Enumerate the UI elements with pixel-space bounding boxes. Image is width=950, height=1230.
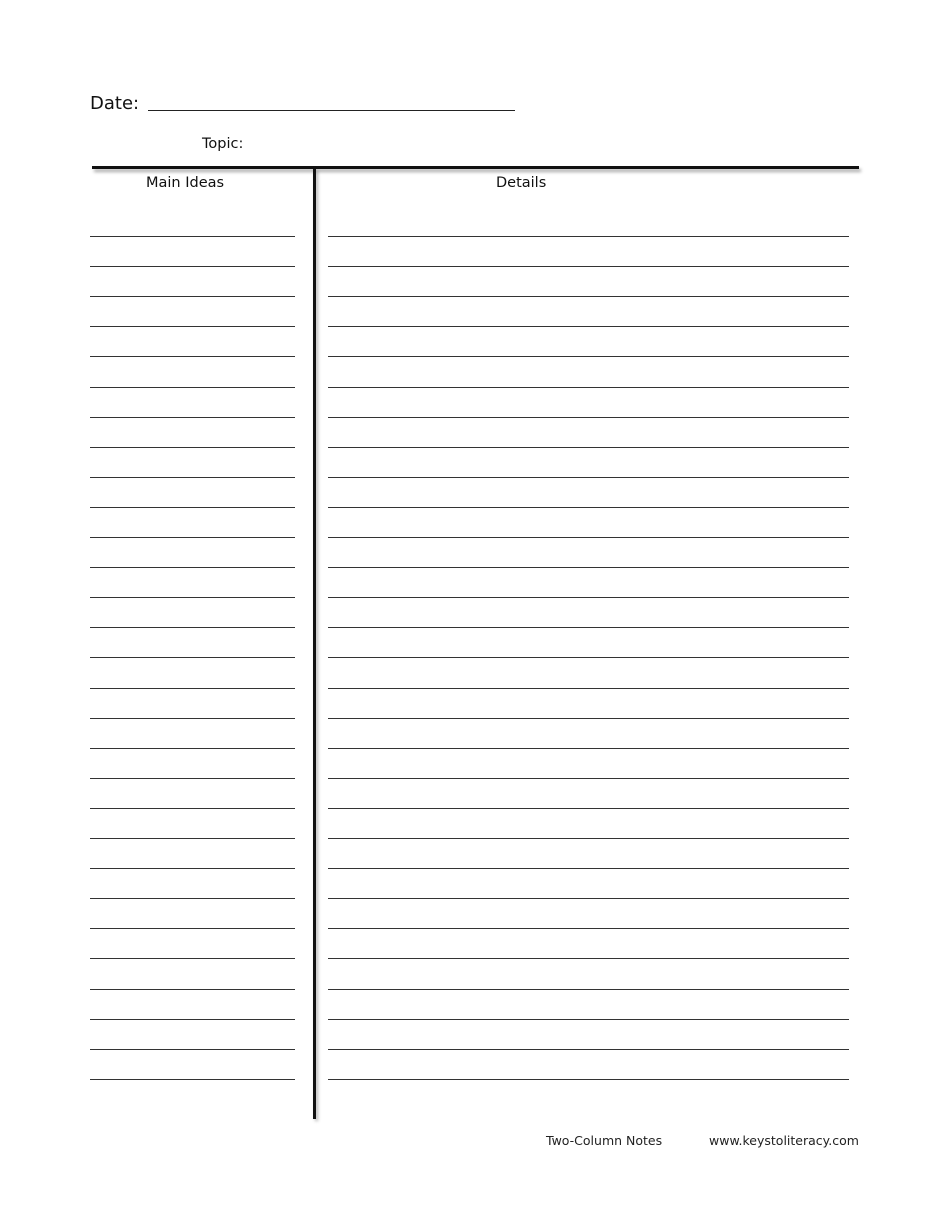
main-ideas-line[interactable] bbox=[90, 1049, 295, 1050]
details-line[interactable] bbox=[328, 1019, 849, 1020]
details-line[interactable] bbox=[328, 928, 849, 929]
details-line[interactable] bbox=[328, 296, 849, 297]
column-divider bbox=[313, 169, 316, 1119]
details-line[interactable] bbox=[328, 477, 849, 478]
main-ideas-line[interactable] bbox=[90, 597, 295, 598]
details-line[interactable] bbox=[328, 989, 849, 990]
main-ideas-line[interactable] bbox=[90, 718, 295, 719]
details-line[interactable] bbox=[328, 537, 849, 538]
date-label: Date: bbox=[90, 93, 140, 114]
details-line[interactable] bbox=[328, 657, 849, 658]
main-ideas-line[interactable] bbox=[90, 868, 295, 869]
details-line[interactable] bbox=[328, 718, 849, 719]
main-ideas-line[interactable] bbox=[90, 537, 295, 538]
details-line[interactable] bbox=[328, 387, 849, 388]
details-line[interactable] bbox=[328, 236, 849, 237]
main-ideas-line[interactable] bbox=[90, 417, 295, 418]
details-line[interactable] bbox=[328, 1079, 849, 1080]
main-ideas-line[interactable] bbox=[90, 296, 295, 297]
main-ideas-line[interactable] bbox=[90, 989, 295, 990]
main-ideas-line[interactable] bbox=[90, 1019, 295, 1020]
main-ideas-line[interactable] bbox=[90, 778, 295, 779]
topic-label: Topic: bbox=[202, 136, 244, 152]
details-line[interactable] bbox=[328, 417, 849, 418]
main-ideas-line[interactable] bbox=[90, 928, 295, 929]
details-line[interactable] bbox=[328, 597, 849, 598]
details-line[interactable] bbox=[328, 326, 849, 327]
details-line[interactable] bbox=[328, 748, 849, 749]
details-line[interactable] bbox=[328, 627, 849, 628]
details-line[interactable] bbox=[328, 356, 849, 357]
main-ideas-line[interactable] bbox=[90, 748, 295, 749]
details-line[interactable] bbox=[328, 958, 849, 959]
details-line[interactable] bbox=[328, 898, 849, 899]
main-ideas-line[interactable] bbox=[90, 356, 295, 357]
details-line[interactable] bbox=[328, 808, 849, 809]
main-ideas-line[interactable] bbox=[90, 266, 295, 267]
main-ideas-line[interactable] bbox=[90, 477, 295, 478]
main-ideas-line[interactable] bbox=[90, 447, 295, 448]
details-line[interactable] bbox=[328, 688, 849, 689]
details-line[interactable] bbox=[328, 868, 849, 869]
details-line[interactable] bbox=[328, 507, 849, 508]
main-ideas-line[interactable] bbox=[90, 326, 295, 327]
details-heading: Details bbox=[496, 175, 547, 191]
main-ideas-line[interactable] bbox=[90, 1079, 295, 1080]
main-ideas-line[interactable] bbox=[90, 627, 295, 628]
details-line[interactable] bbox=[328, 567, 849, 568]
main-ideas-line[interactable] bbox=[90, 688, 295, 689]
date-row bbox=[90, 89, 515, 115]
main-ideas-line[interactable] bbox=[90, 808, 295, 809]
date-entry-line[interactable] bbox=[148, 110, 515, 111]
details-line[interactable] bbox=[328, 1049, 849, 1050]
footer-url[interactable]: www.keystoliteracy.com bbox=[709, 1133, 859, 1148]
main-ideas-line[interactable] bbox=[90, 657, 295, 658]
footer-title: Two-Column Notes bbox=[546, 1133, 663, 1148]
main-ideas-line[interactable] bbox=[90, 236, 295, 237]
main-ideas-line[interactable] bbox=[90, 567, 295, 568]
main-ideas-line[interactable] bbox=[90, 507, 295, 508]
details-line[interactable] bbox=[328, 266, 849, 267]
main-ideas-line[interactable] bbox=[90, 898, 295, 899]
header-divider-rule bbox=[92, 166, 859, 169]
main-ideas-line[interactable] bbox=[90, 838, 295, 839]
details-line[interactable] bbox=[328, 778, 849, 779]
main-ideas-line[interactable] bbox=[90, 387, 295, 388]
main-ideas-heading: Main Ideas bbox=[146, 175, 225, 191]
details-line[interactable] bbox=[328, 838, 849, 839]
main-ideas-line[interactable] bbox=[90, 958, 295, 959]
details-line[interactable] bbox=[328, 447, 849, 448]
